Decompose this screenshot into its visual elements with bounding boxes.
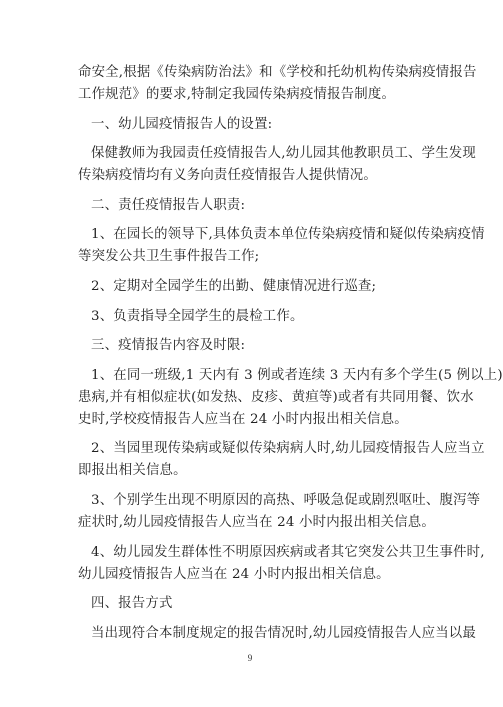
text-line: 4、幼儿园发生群体性不明原因疾病或者其它突发公共卫生事件时, bbox=[91, 544, 485, 560]
text-line: 2、当园里现传染病或疑似传染病病人时,幼儿园疫情报告人应当立 bbox=[91, 441, 485, 457]
text-line: 3、负责指导全园学生的晨检工作。 bbox=[91, 308, 304, 324]
text-line: 史时,学校疫情报告人应当在 24 小时内报出相关信息。 bbox=[78, 411, 408, 427]
text-line: 2、定期对全园学生的出勤、健康情况进行巡查; bbox=[91, 278, 377, 294]
page-number: 9 bbox=[247, 653, 253, 663]
text-line: 幼儿园疫情报告人应当在 24 小时内报出相关信息。 bbox=[78, 566, 390, 582]
text-line: 3、个别学生出现不明原因的高热、呼吸急促或剧烈呕吐、腹泻等 bbox=[91, 492, 481, 508]
text-line: 二、责任疫情报告人职责: bbox=[91, 197, 246, 213]
text-line: 即报出相关信息。 bbox=[78, 463, 187, 479]
text-line: 四、报告方式 bbox=[91, 596, 173, 612]
text-line: 传染病疫情均有义务向责任疫情报告人提供情况。 bbox=[78, 168, 377, 184]
text-line: 三、疫情报告内容及时限: bbox=[91, 338, 246, 354]
text-line: 患病,并有相似症状(如发热、皮疹、黄疸等)或者有共同用餐、饮水 bbox=[78, 389, 474, 405]
text-line: 1、在同一班级,1 天内有 3 例或者连续 3 天内有多个学生(5 例以上) bbox=[91, 367, 503, 383]
text-line: 症状时,幼儿园疫情报告人应当在 24 小时内报出相关信息。 bbox=[78, 514, 435, 530]
text-line: 1、在园长的领导下,具体负责本单位传染病疫情和疑似传染病疫情 bbox=[91, 227, 485, 243]
text-line: 一、幼儿园疫情报告人的设置: bbox=[91, 116, 273, 132]
text-line: 等突发公共卫生事件报告工作; bbox=[78, 249, 260, 265]
text-line: 当出现符合本制度规定的报告情况时,幼儿园疫情报告人应当以最 bbox=[91, 625, 476, 641]
text-line: 保健教师为我园责任疫情报告人,幼儿园其他教职员工、学生发现 bbox=[91, 146, 476, 162]
document-body bbox=[78, 62, 503, 645]
text-line: 工作规范》的要求,特制定我园传染病疫情报告制度。 bbox=[78, 87, 396, 102]
text-line: 命安全,根据《传染病防治法》和《学校和托幼机构传染病疫情报告 bbox=[78, 65, 477, 80]
